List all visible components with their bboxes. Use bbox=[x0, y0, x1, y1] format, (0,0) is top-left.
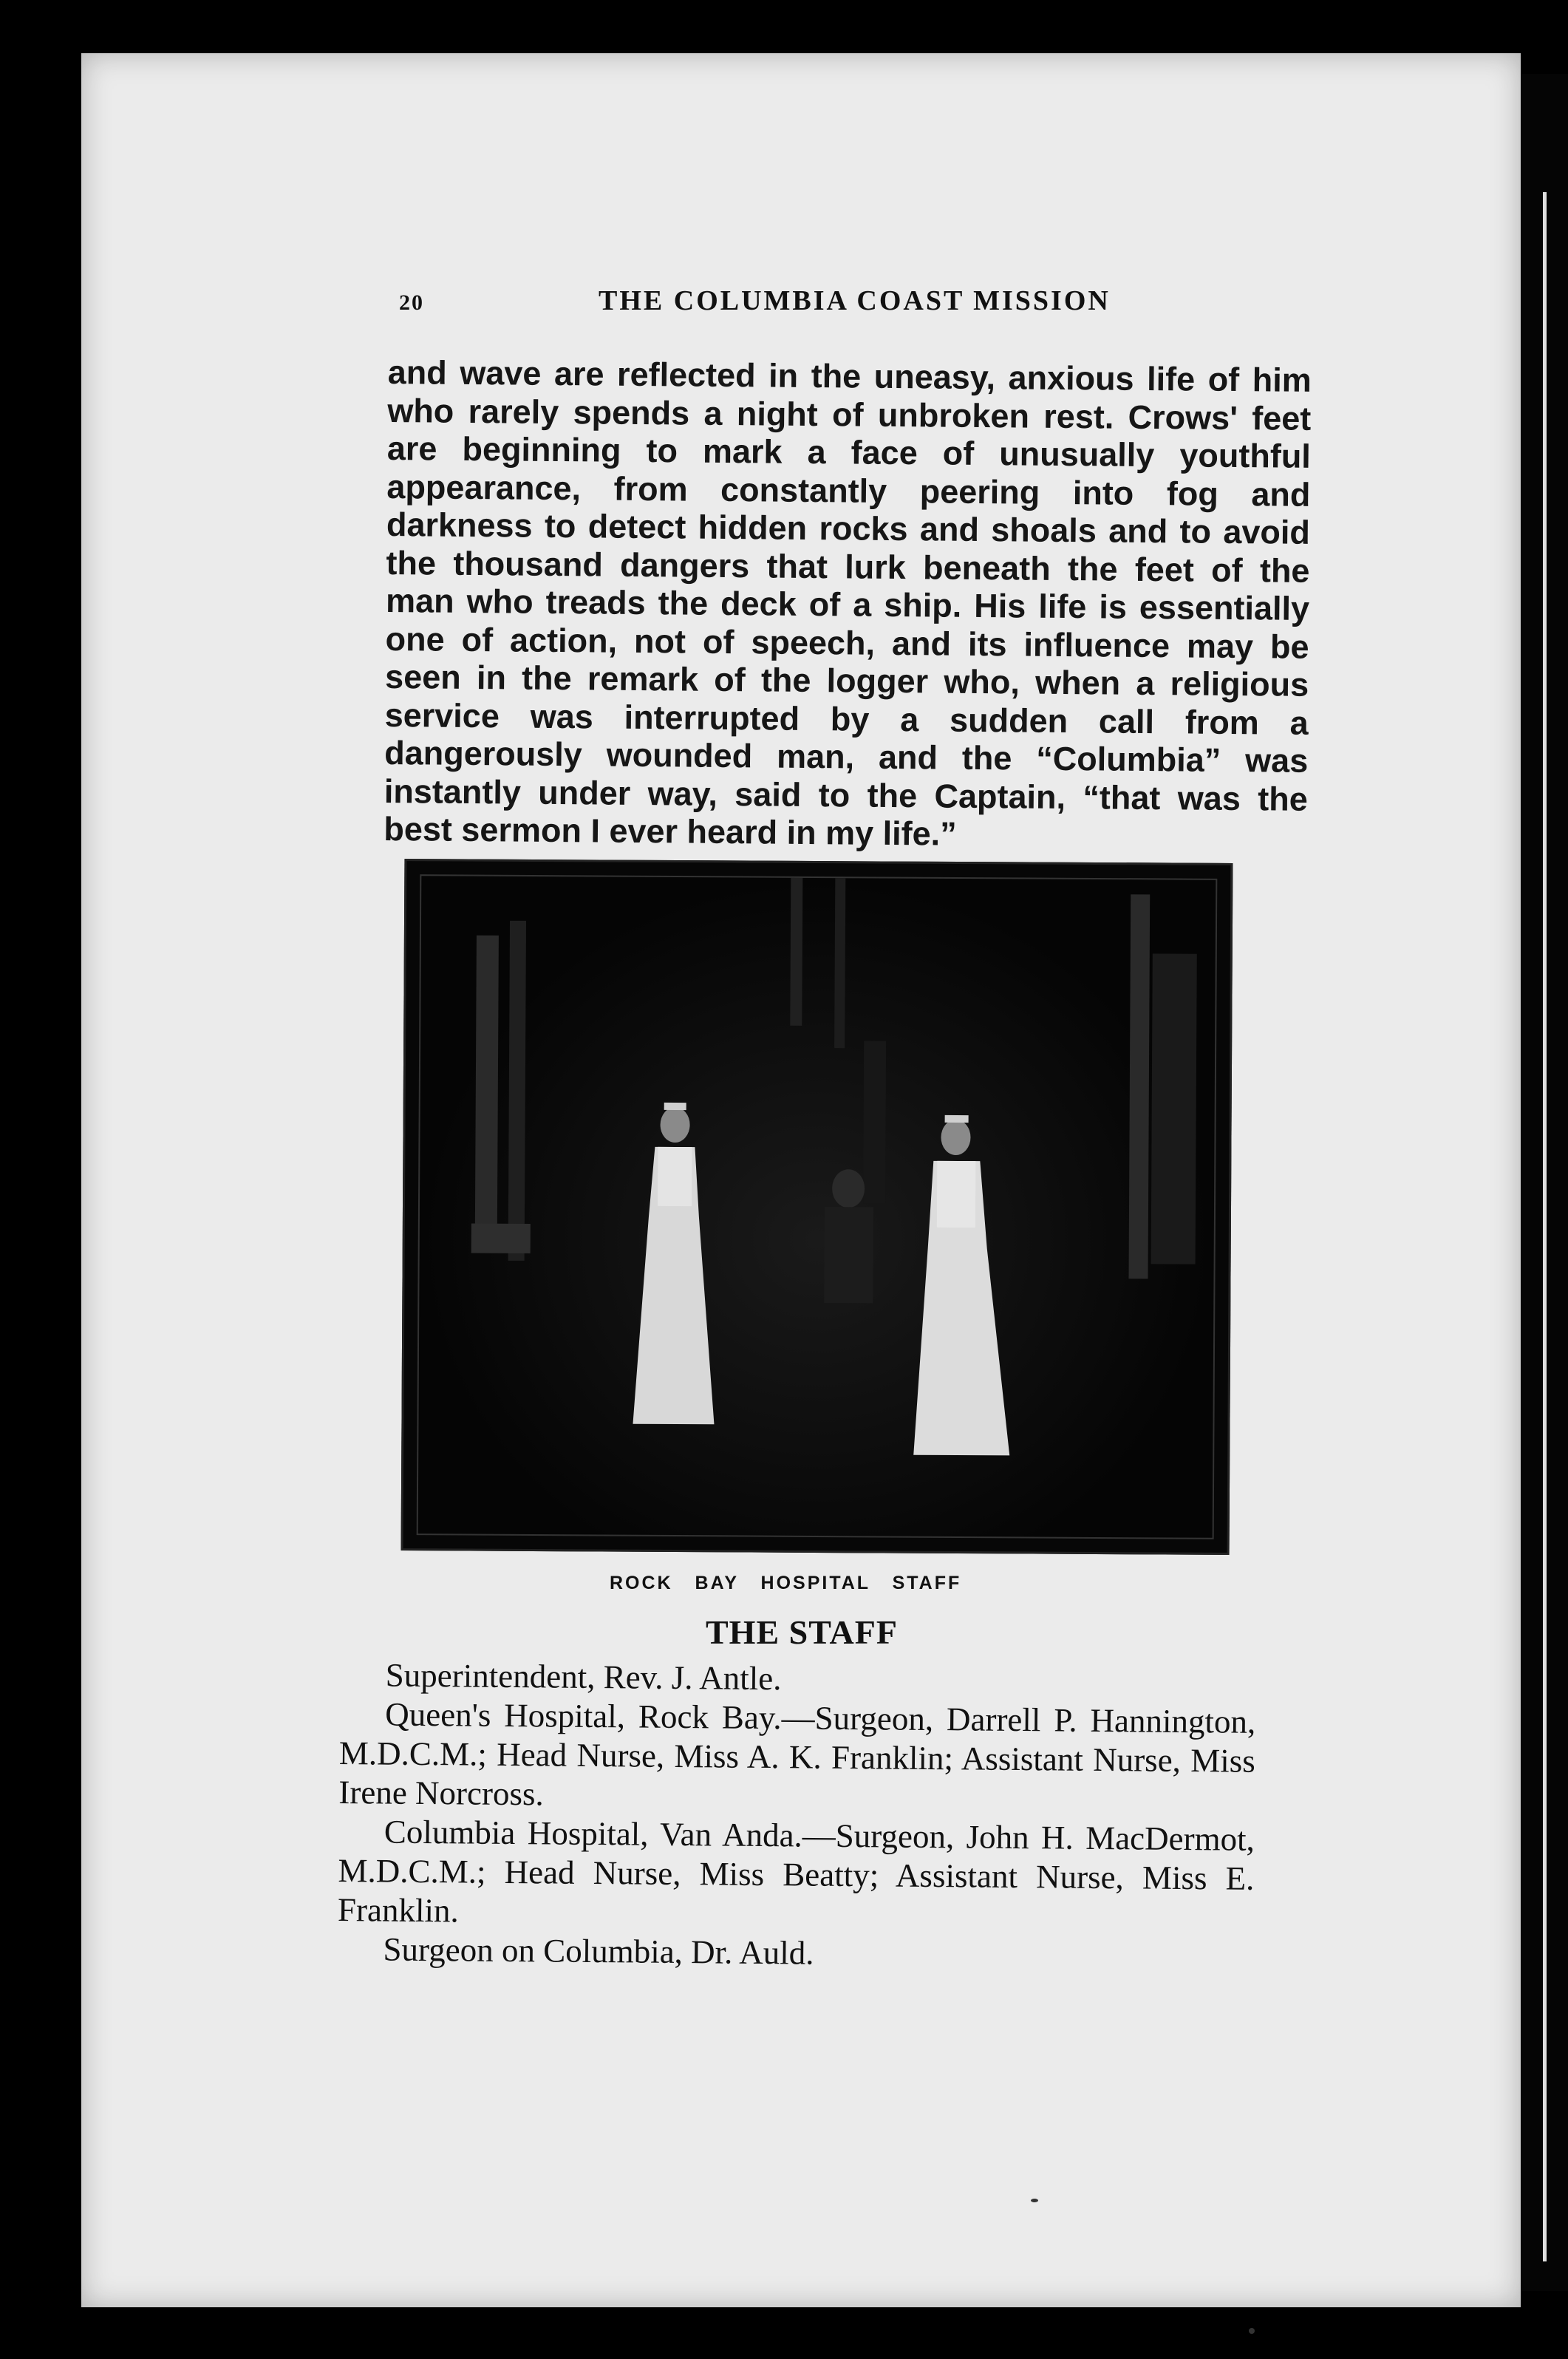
dust-speck bbox=[1031, 2199, 1038, 2202]
page-number: 20 bbox=[399, 290, 424, 315]
staff-list bbox=[337, 1655, 1256, 1977]
page-edge-border bbox=[1522, 74, 1568, 2291]
hospital-staff-photograph bbox=[401, 859, 1233, 1555]
running-title: THE COLUMBIA COAST MISSION bbox=[599, 285, 1111, 316]
staff-entry-superintendent: Superintendent, Rev. J. Antle. bbox=[385, 1656, 782, 1698]
staff-entry-queens-hospital: Queen's Hospital, Rock Bay.—Surgeon, Darrell P. Hannington, M.D.C.M.; Head Nurse, Miss A. K. Franklin; Assistant Nurse, Miss Irene Norcross. bbox=[338, 1695, 1256, 1813]
photo-caption: ROCK BAY HOSPITAL STAFF bbox=[610, 1573, 962, 1593]
staff-heading: THE STAFF bbox=[706, 1613, 898, 1651]
body-paragraph: and wave are reflected in the uneasy, anxious life of him who rarely spends a night of unbroken rest. Crows' feet are beginning to mark a face of unusually youthful appearance, from constantly peering into fog and darkness to detect hidden rocks and shoals and to avoid the thousand dangers that lurk beneath the feet of the man who treads the deck of a ship. His life is essentially one of action, not of speech, and its influence may be seen in the remark of the logger who, when a religious service was interrupted by a sudden call from a dangerously wounded man, and the “Columbia” was instantly under way, said to the Captain, “that was the best sermon I ever heard in my life.” bbox=[384, 353, 1312, 853]
dust-speck bbox=[1249, 2328, 1255, 2334]
staff-entry-surgeon-on-columbia: Surgeon on Columbia, Dr. Auld. bbox=[383, 1930, 814, 1972]
running-head bbox=[399, 285, 1286, 317]
staff-entry-columbia-hospital: Columbia Hospital, Van Anda.—Surgeon, John H. MacDermot, M.D.C.M.; Head Nurse, Miss Beatty; Assistant Nurse, Miss E. Franklin. bbox=[337, 1813, 1255, 1930]
